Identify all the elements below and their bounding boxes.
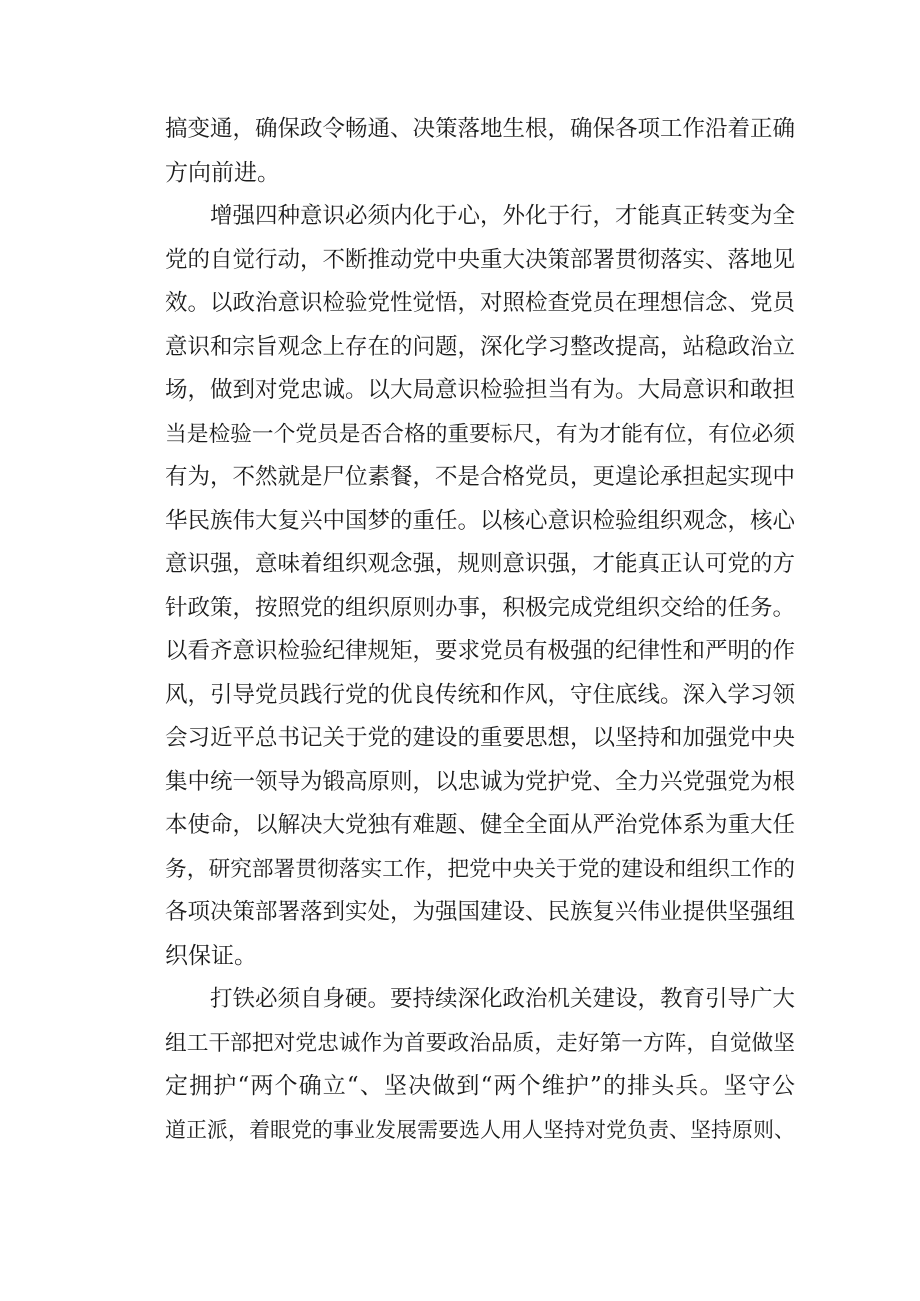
text-line: 搞变通，确保政令畅通、决策落地生根，确保各项工作沿着正确 bbox=[165, 116, 796, 142]
text-line: 织保证。 bbox=[165, 942, 257, 969]
text-line: 效。以政治意识检验党性觉悟，对照检查党员在理想信念、党员 bbox=[165, 290, 796, 316]
text-line: 场，做到对党忠诚。以大局意识检验担当有为。大局意识和敢担 bbox=[165, 377, 796, 403]
text-line: 集中统一领导为锻高原则，以忠诚为党护党、全力兴党强党为根 bbox=[165, 768, 796, 795]
text-line: 针政策，按照党的组织原则办事，积极完成党组织交给的任务。 bbox=[165, 594, 796, 621]
text-line: 各项决策部署落到实处，为强国建设、民族复兴伟业提供坚强组 bbox=[165, 899, 796, 925]
text-line: 以看齐意识检验纪律规矩，要求党员有极强的纪律性和严明的作 bbox=[165, 638, 796, 664]
text-line: 意识强，意味着组织观念强，规则意识强，才能真正认可党的方 bbox=[165, 551, 796, 577]
text-line: 定拥护“两个确立“、坚决做到“两个维护”的排头兵。坚守公 bbox=[165, 1073, 795, 1099]
text-line: 风，引导党员践行党的优良传统和作风，守住底线。深入学习领 bbox=[165, 681, 796, 708]
text-line: 华民族伟大复兴中国梦的重任。以核心意识检验组织观念，核心 bbox=[165, 507, 796, 534]
text-line: 方向前进。 bbox=[165, 159, 280, 186]
text-line: 组工干部把对党忠诚作为首要政治品质，走好第一方阵，自觉做坚 bbox=[165, 1030, 795, 1056]
text-line: 党的自觉行动，不断推动党中央重大决策部署贯彻落实、落地见 bbox=[165, 246, 796, 273]
text-line: 打铁必须自身硬。要持续深化政治机关建设，教育引导广大 bbox=[165, 986, 796, 1012]
text-line: 道正派，着眼党的事业发展需要选人用人坚持对党负责、坚持原则、 bbox=[165, 1117, 795, 1142]
text-line: 务，研究部署贯彻落实工作，把党中央关于党的建设和组织工作的 bbox=[165, 856, 795, 882]
text-line: 有为，不然就是尸位素餐，不是合格党员，更遑论承担起实现中 bbox=[165, 464, 796, 490]
text-line: 意识和宗旨观念上存在的问题，深化学习整改提高，站稳政治立 bbox=[165, 333, 796, 360]
body-text bbox=[165, 108, 795, 1152]
text-line: 增强四种意识必须内化于心，外化于行，才能真正转变为全 bbox=[165, 203, 796, 229]
text-line: 当是检验一个党员是否合格的重要标尺，有为才能有位，有位必须 bbox=[165, 421, 795, 447]
text-line: 会习近平总书记关于党的建设的重要思想，以坚持和加强党中央 bbox=[165, 725, 796, 751]
text-line: 本使命，以解决大党独有难题、健全全面从严治党体系为重大任 bbox=[165, 812, 796, 838]
